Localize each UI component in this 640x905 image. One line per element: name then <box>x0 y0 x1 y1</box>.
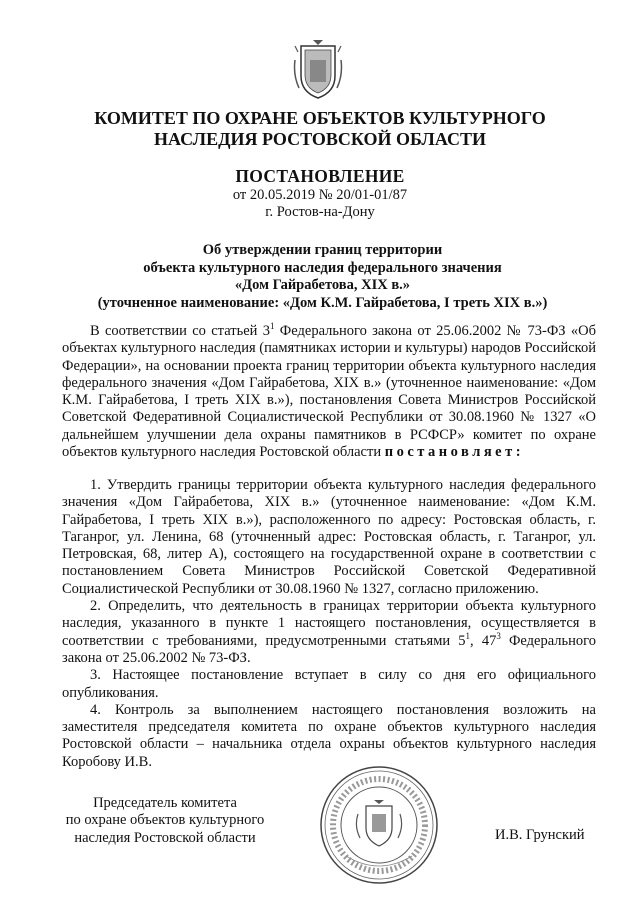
signer-position-line1: Председатель комитета <box>93 795 237 811</box>
signer-name: И.В. Грунский <box>495 827 585 843</box>
decree-items <box>62 477 596 771</box>
preamble-superscript: 1 <box>269 321 275 332</box>
title-line2: объекта культурного наследия федерального значения <box>143 259 502 276</box>
decree-item-3: 3. Настоящее постановление вступает в силу со дня его официального опубликования. <box>62 667 596 701</box>
document-date-number: от 20.05.2019 № 20/01-01/87 <box>232 187 408 203</box>
organization-name <box>60 108 580 150</box>
title-line1: Об утверждении границ территории <box>202 242 443 258</box>
document-city: г. Ростов-на-Дону <box>265 204 375 220</box>
decree-item-1: 1. Утвердить границы территории объекта культурного наследия федерального значения «Дом Гайрабетова, XIX в.» (уточненное наименование: «Дом К.М. Гайрабетова, I треть XIX в.»), расположенного по адресу: Ростовская область, г. Таганрог, ул. Ленина, 68 (уточненный адрес: Ростовская область, г. Таганрог, ул. Петровская, 68, литер А), состоящего на государственной охране в соответствии с постановлением Совета Министров Российской Советской Федеративной Социалистической Республики от 30.08.1960 № 1327, согласно приложению. <box>62 477 596 597</box>
item2-text-part3: Федерального закона от 25.06.2002 № 73-ФЗ. <box>62 632 596 666</box>
item2-text-part1: 2. Определить, что деятельность в границах территории объекта культурного наследия, указанного в пункте 1 настоящего постановления, осуществляется в соответствии с требованиями, предусмотренными статьями 5 <box>62 598 596 649</box>
signer-position <box>60 795 270 847</box>
document-type: ПОСТАНОВЛЕНИЕ <box>235 166 405 186</box>
document-title <box>60 242 585 312</box>
preamble-text-part2: Федерального закона от 25.06.2002 № 73-ФЗ «Об объектах культурного наследия (памятниках истории и культуры) народов Российской Федерации», на основании проекта границ территории объекта культурного наследия федерального значения «Дом Гайрабетова, XIX в.» (уточненное наименование: «Дом К.М. Гайрабетова, I треть XIX в.»), постановления Совета Министров Российской Советской Федеративной Социалистической Республики от 30.08.1960 № 1327 «О дальнейшем улучшении дела охраны памятников в РСФСР» комитет по охране объектов культурного наследия Ростовской области <box>62 323 596 461</box>
decree-item-4: 4. Контроль за выполнением настоящего постановления возложить на заместителя председателя комитета по охране объектов культурного наследия Ростовской области – начальника отдела охраны объектов культурного наследия Коробову И.В. <box>62 701 596 770</box>
coat-of-arms-icon <box>293 40 343 102</box>
organization-name-line2: НАСЛЕДИЯ РОСТОВСКОЙ ОБЛАСТИ <box>154 129 486 149</box>
official-seal-icon <box>318 764 440 886</box>
preamble-paragraph <box>62 323 596 461</box>
item2-superscript-2: 3 <box>496 630 501 641</box>
signer-position-line3: наследия Ростовской области <box>74 829 256 846</box>
title-line3: «Дом Гайрабетова, XIX в.» <box>234 277 411 293</box>
organization-name-line1: КОМИТЕТ ПО ОХРАНЕ ОБЪЕКТОВ КУЛЬТУРНОГО <box>94 108 546 128</box>
decree-item-2 <box>62 598 596 667</box>
preamble <box>62 323 596 461</box>
item2-superscript-1: 1 <box>465 630 471 641</box>
decree-word: постановляет: <box>384 444 525 461</box>
item2-text-part2: , 47 <box>470 632 497 649</box>
signer-position-line2: по охране объектов культурного <box>65 812 265 829</box>
title-line4: (уточненное наименование: «Дом К.М. Гайрабетова, I треть XIX в.») <box>97 294 548 311</box>
preamble-text-part1: В соответствии со статьей 3 <box>90 323 270 339</box>
